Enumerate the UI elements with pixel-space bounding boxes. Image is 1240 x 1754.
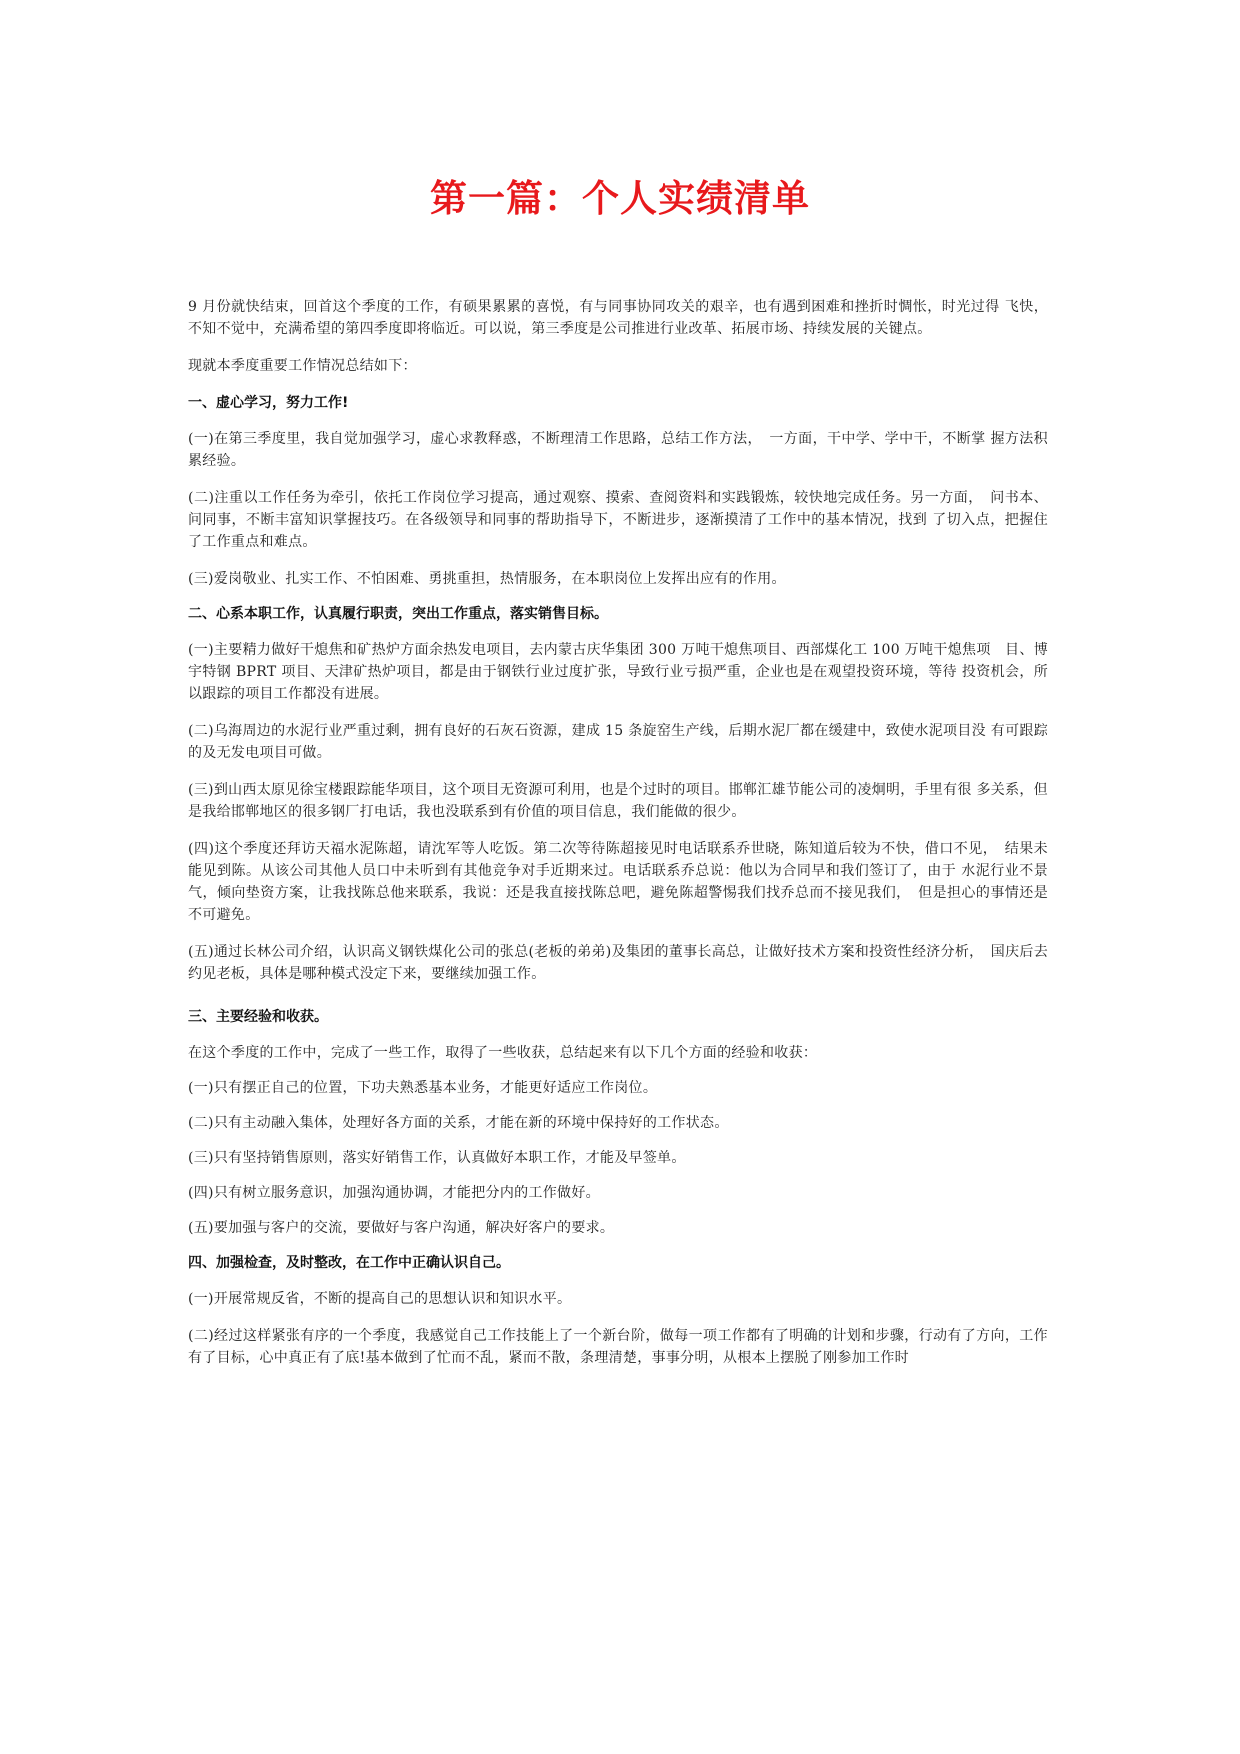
section-3-item-2: (二)只有主动融入集体，处理好各方面的关系，才能在新的环境中保持好的工作状态。 [188, 1115, 729, 1131]
section-3-item-3: (三)只有坚持销售原则，落实好销售工作，认真做好本职工作，才能及早签单。 [188, 1150, 686, 1166]
section-3-lead: 在这个季度的工作中，完成了一些工作，取得了一些收获，总结起来有以下几个方面的经验和收获： [188, 1045, 818, 1061]
section-heading-4: 四、加强检查，及时整改，在工作中正确认识自己。 [188, 1255, 510, 1271]
summary-lead: 现就本季度重要工作情况总结如下： [188, 358, 417, 374]
section-heading-3: 三、主要经验和收获。 [188, 1009, 328, 1025]
section-1-item-3: (三)爱岗敬业、扎实工作、不怕困难、勇挑重担，热情服务，在本职岗位上发挥出应有的作用。 [188, 571, 786, 587]
section-3-item-5: (五)要加强与客户的交流，要做好与客户沟通，解决好客户的要求。 [188, 1220, 615, 1236]
section-heading-2: 二、心系本职工作，认真履行职责，突出工作重点，落实销售目标。 [188, 606, 608, 622]
section-2-item-4: (四)这个季度还拜访天福水泥陈超，请沈军等人吃饭。第二次等待陈超接见时电话联系乔世晓，陈知道后较为不快，借口不见， 结果未能见到陈。从该公司其他人员口中未听到有其他竞争对手近期来过。电话联系乔总说：他以为合同早和我们签订了，由于 水泥行业不景气，倾向垫资方案，让我找陈总他来联系，我说：还是我直接找陈总吧，避免陈超警惕我们找乔总而不接见我们， 但是担心的事情还是不可避免。 [188, 841, 1048, 923]
document-body [188, 296, 1048, 1384]
section-3-item-4: (四)只有树立服务意识，加强沟通协调，才能把分内的工作做好。 [188, 1185, 600, 1201]
section-2-item-1: (一)主要精力做好干熄焦和矿热炉方面余热发电项目，去内蒙古庆华集团 300 万吨干熄焦项目、西部煤化工 100 万吨干熄焦项 目、博宇特钢 BPRT 项目、天津矿热炉项目，都是由于钢铁行业过度扩张，导致行业亏损严重，企业也是在观望投资环境，等待 投资机会，所以跟踪的项目工作都没有进展。 [188, 642, 1048, 702]
section-4-item-1: (一)开展常规反省，不断的提高自己的思想认识和知识水平。 [188, 1291, 572, 1307]
section-3-item-1: (一)只有摆正自己的位置，下功夫熟悉基本业务，才能更好适应工作岗位。 [188, 1080, 658, 1096]
intro-paragraph: 9 月份就快结束，回首这个季度的工作，有硕果累累的喜悦，有与同事协同攻关的艰辛，也有遇到困难和挫折时惆怅，时光过得 飞快，不知不觉中，充满希望的第四季度即将临近。可以说，第三季度是公司推进行业改革、拓展市场、持续发展的关键点。 [188, 299, 1048, 337]
section-1-item-2: (二)注重以工作任务为牵引，依托工作岗位学习提高，通过观察、摸索、查阅资料和实践锻炼，较快地完成任务。另一方面， 问书本、问同事，不断丰富知识掌握技巧。在各级领导和同事的帮助指导下，不断进步，逐渐摸清了工作中的基本情况，找到 了切入点，把握住了工作重点和难点。 [188, 490, 1048, 550]
section-1-item-1: (一)在第三季度里，我自觉加强学习，虚心求教释惑，不断理清工作思路，总结工作方法， 一方面，干中学、学中干，不断掌 握方法积累经验。 [188, 431, 1048, 469]
section-2-item-3: (三)到山西太原见徐宝楼跟踪能华项目，这个项目无资源可利用，也是个过时的项目。邯郸汇雄节能公司的凌炯明，手里有很 多关系，但是我给邯郸地区的很多钢厂打电话，我也没联系到有价值的项目信息，我们能做的很少。 [188, 782, 1048, 820]
section-2-item-2: (二)乌海周边的水泥行业严重过剩，拥有良好的石灰石资源，建成 15 条旋窑生产线，后期水泥厂都在缓建中，致使水泥项目没 有可跟踪的及无发电项目可做。 [188, 723, 1048, 761]
section-4-item-2: (二)经过这样紧张有序的一个季度，我感觉自己工作技能上了一个新台阶，做每一项工作都有了明确的计划和步骤，行动有了方向，工作有了目标，心中真正有了底!基本做到了忙而不乱，紧而不散，条理清楚，事事分明，从根本上摆脱了刚参加工作时 [188, 1328, 1048, 1366]
document-title: 第一篇：个人实绩清单 [430, 177, 810, 220]
section-2-item-5: (五)通过长林公司介绍，认识高义钢铁煤化公司的张总(老板的弟弟)及集团的董事长高总，让做好技术方案和投资性经济分析， 国庆后去约见老板，具体是哪种模式没定下来，要继续加强工作。 [188, 944, 1048, 982]
section-heading-1: 一、虚心学习，努力工作! [188, 395, 349, 411]
